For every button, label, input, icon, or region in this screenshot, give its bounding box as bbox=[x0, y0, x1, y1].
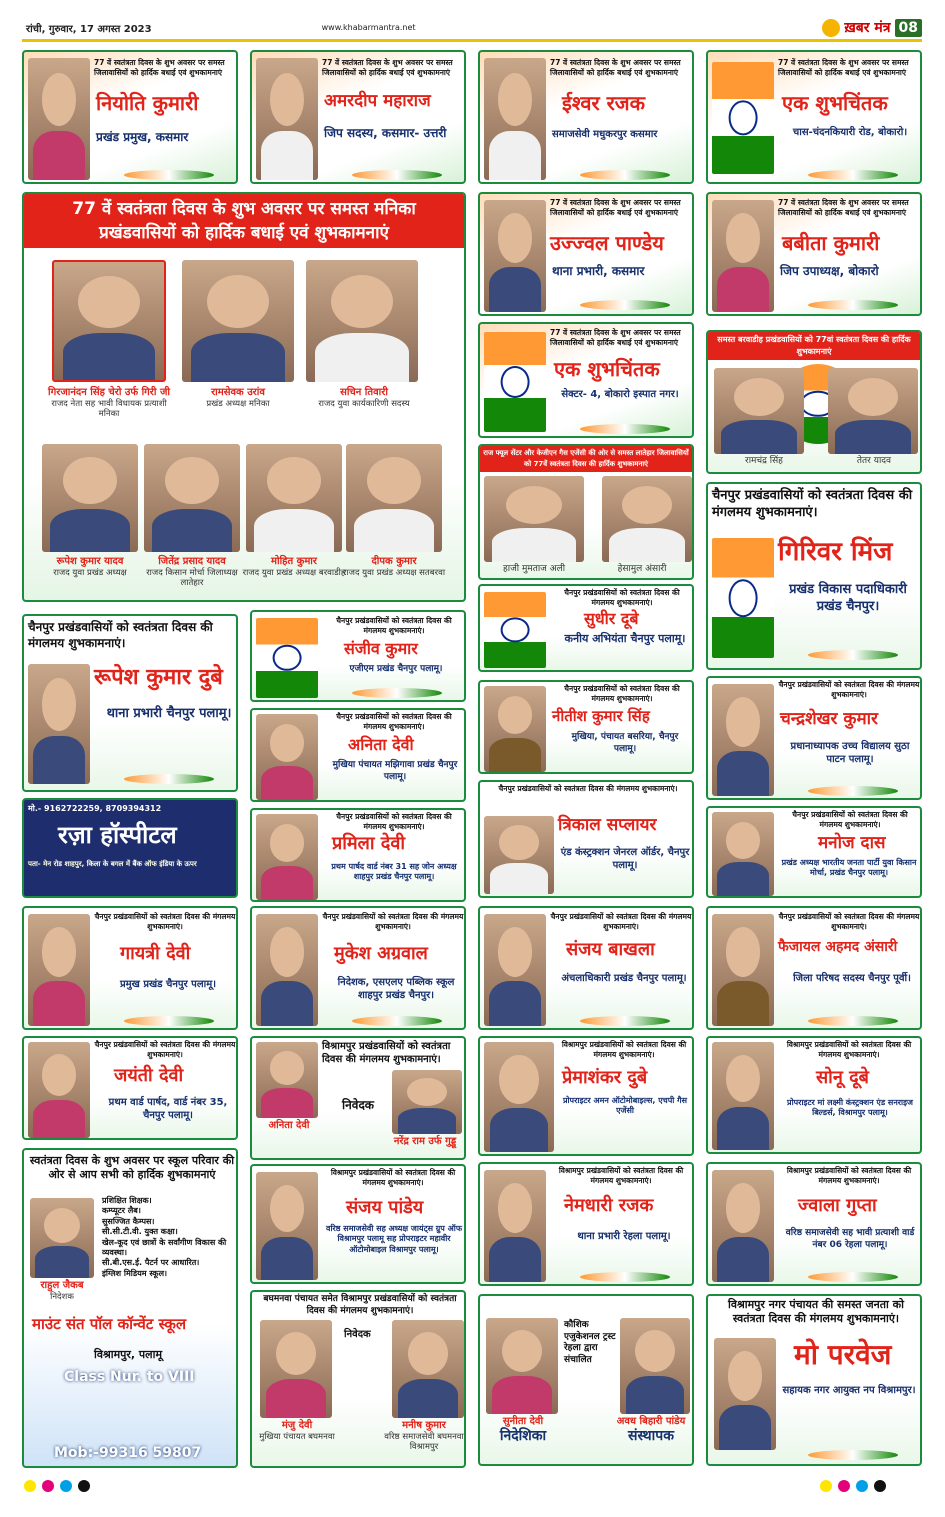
manika-banner: 77 वें स्वतंत्रता दिवस के शुभ अवसर पर समस्त मनिका प्रखंडवासियों को हार्दिक बधाई एवं शुभकामनाएं bbox=[24, 194, 464, 248]
desc: मुखिया पंचायत मझिगावा प्रखंड चैनपुर पलामू। bbox=[332, 760, 458, 782]
cap: अवध बिहारी पांडेय संस्थापक bbox=[616, 1416, 686, 1444]
greeting: चैनपुर प्रखंडवासियों को स्वतंत्रता दिवस की मंगलमय शुभकामनाएं। bbox=[498, 784, 678, 793]
ad-amardeep bbox=[250, 50, 466, 184]
dot-icon bbox=[24, 1480, 36, 1492]
cap: सुनीता देवी निदेशिका bbox=[499, 1416, 547, 1444]
ad-jayanti bbox=[22, 1036, 238, 1140]
greeting: चैनपुर प्रखंडवासियों को स्वतंत्रता दिवस की मंगलमय शुभकामनाएं। bbox=[322, 912, 464, 931]
ad-anita bbox=[250, 708, 466, 802]
greeting: चैनपुर प्रखंडवासियों को स्वतंत्रता दिवस की मंगलमय शुभकामनाएं। bbox=[336, 812, 452, 831]
photo bbox=[712, 1170, 774, 1282]
dot-icon bbox=[820, 1480, 832, 1492]
name: अनिता देवी bbox=[348, 735, 414, 754]
photo bbox=[712, 1042, 774, 1150]
photo bbox=[486, 1318, 558, 1414]
features bbox=[102, 1196, 236, 1279]
flag-swoosh bbox=[124, 170, 214, 180]
ad-sanjeev bbox=[250, 610, 466, 702]
title: चैनपुर प्रखंडवासियों को स्वतंत्रता दिवस की मंगलमय शुभकामनाएं। bbox=[712, 488, 913, 520]
ad-ujjwal bbox=[478, 192, 694, 316]
flag-icon bbox=[712, 538, 774, 658]
desc: प्रधानाध्यापक उच्च विद्यालय सुठा पाटन पलामू। bbox=[790, 741, 910, 765]
photo bbox=[602, 476, 692, 562]
ad-barwadih bbox=[706, 330, 922, 474]
cap: तेतर यादव bbox=[856, 456, 892, 466]
name: गिरिवर मिंज bbox=[778, 537, 893, 567]
ad-sudhir bbox=[478, 584, 694, 672]
name: संजय पांडेय bbox=[346, 1197, 424, 1218]
name: ज्वाला गुप्ता bbox=[798, 1195, 877, 1216]
photo bbox=[28, 58, 90, 180]
greeting: 77 वें स्वतंत्रता दिवस के शुभ अवसर पर समस्त जिलावासियों को हार्दिक बधाई एवं शुभकामनाएं bbox=[322, 58, 453, 77]
greeting: 77 वें स्वतंत्रता दिवस के शुभ अवसर पर समस्त जिलावासियों को हार्दिक बधाई एवं शुभकामनाएं bbox=[550, 198, 681, 217]
name: अमरदीप महाराज bbox=[324, 91, 431, 111]
greeting: विश्रामपुर प्रखंडवासियों को स्वतंत्रता दिवस की मंगलमय शुभकामनाएं। bbox=[330, 1168, 456, 1187]
ad-babita bbox=[706, 192, 922, 316]
flag-swoosh bbox=[580, 300, 670, 310]
feature: कम्प्यूटर लैब। bbox=[102, 1206, 141, 1216]
ad-pramila bbox=[250, 808, 466, 902]
dot-icon bbox=[78, 1480, 90, 1492]
photo bbox=[484, 58, 546, 180]
ad-school bbox=[22, 1148, 238, 1468]
name: चन्द्रशेखर कुमार bbox=[780, 709, 878, 729]
brand bbox=[822, 18, 922, 37]
director-photo bbox=[30, 1198, 94, 1278]
registration-marks-left bbox=[24, 1480, 90, 1494]
name: जयंती देवी bbox=[114, 1065, 184, 1086]
ad-nitish bbox=[478, 680, 694, 774]
greeting: चैनपुर प्रखंडवासियों को स्वतंत्रता दिवस की मंगलमय शुभकामनाएं। bbox=[792, 810, 908, 829]
flag-swoosh bbox=[580, 170, 670, 180]
desc: थाना प्रभारी रेहला पलामू। bbox=[577, 1231, 671, 1242]
desc: एंड कंस्ट्रक्शन जेनरल ऑर्डर, चैनपुर पलामू। bbox=[560, 847, 690, 871]
photo bbox=[256, 714, 318, 800]
brand-name: ख़बर मंत्र bbox=[844, 20, 891, 36]
dot-icon bbox=[856, 1480, 868, 1492]
desc: सेक्टर- 4, बोकारो इस्पात नगर। bbox=[561, 389, 679, 400]
ad-gayatri bbox=[22, 906, 238, 1030]
feature: खेल-कूद एवं छात्रों के सर्वांगीण विकास की व्यवस्था। bbox=[102, 1237, 227, 1257]
greeting: चैनपुर प्रखंडवासियों को स्वतंत्रता दिवस की मंगलमय शुभकामनाएं। bbox=[94, 1040, 236, 1059]
photo bbox=[256, 914, 318, 1026]
name: एक शुभचिंतक bbox=[554, 357, 660, 381]
ad-latehar bbox=[478, 444, 694, 580]
flag-swoosh bbox=[808, 1272, 898, 1282]
desc: थाना प्रभारी, कसमार bbox=[552, 264, 645, 278]
photo bbox=[484, 476, 584, 562]
desc: प्रखंड विकास पदाधिकारी प्रखंड चैनपुर। bbox=[789, 582, 907, 614]
photo bbox=[714, 368, 804, 454]
ad-manoj bbox=[706, 806, 922, 898]
ad-mukesh bbox=[250, 906, 466, 1030]
ad-sanjay-pandey bbox=[250, 1164, 466, 1284]
ad-baghmanwa bbox=[250, 1290, 466, 1468]
greeting: विश्रामपुर प्रखंडवासियों को स्वतंत्रता दिवस की मंगलमय शुभकामनाएं। bbox=[786, 1166, 912, 1185]
title: विश्रामपुर प्रखंडवासियों को स्वतंत्रता दिवस की मंगलमय शुभकामनाएं। bbox=[322, 1041, 451, 1065]
desc: जिप उपाध्यक्ष, बोकारो bbox=[780, 264, 879, 278]
desc: मुखिया, पंचायत बसरिया, चैनपुर पलामू। bbox=[571, 732, 679, 754]
ad-raza-hospital bbox=[22, 798, 238, 898]
school-place: विश्रामपुर, पलामू bbox=[94, 1348, 163, 1361]
flag-icon bbox=[256, 618, 318, 698]
desc: प्रखंड अध्यक्ष भारतीय जनता पार्टी युवा किसान मोर्चा, प्रखंड चैनपुर पलामू। bbox=[781, 858, 917, 878]
flag-swoosh bbox=[808, 1450, 898, 1460]
name: नीतीश कुमार सिंह bbox=[552, 707, 650, 725]
photo bbox=[484, 200, 546, 312]
cap: हेसामुल अंसारी bbox=[617, 564, 667, 574]
desc: कनीय अभियंता चैनपुर पलामू। bbox=[564, 632, 686, 645]
feature: सी.बी.एस.ई. पैटर्न पर आधारित। bbox=[102, 1258, 200, 1268]
cap: मनीष कुमार वरिष्ठ समाजसेवी बघमनवा विश्रामपुर bbox=[384, 1420, 464, 1453]
name: नियोति कुमारी bbox=[96, 91, 199, 115]
name: मनोज दास bbox=[818, 833, 886, 853]
desc: सहायक नगर आयुक्त नप विश्रामपुर। bbox=[782, 1385, 916, 1396]
flag-icon bbox=[712, 62, 774, 174]
flag-swoosh bbox=[808, 170, 898, 180]
desc: प्रोपराइटर अमन ऑटोमोबाइल्स, एचपी गैस एजेंसी bbox=[562, 1096, 688, 1116]
desc: चास-चंदनकियारी रोड, बोकारो। bbox=[792, 127, 908, 138]
desc: जिप सदस्य, कसमार- उत्तरी bbox=[324, 126, 447, 140]
feature: सुसज्जित कैम्पस। bbox=[102, 1216, 155, 1226]
registration-marks-right bbox=[820, 1480, 886, 1494]
name: गायत्री देवी bbox=[120, 943, 191, 964]
desc: वरिष्ठ समाजसेवी सह भावी प्रत्याशी वार्ड नंबर 06 रेहला पलामू। bbox=[785, 1228, 915, 1250]
address: पता- मेन रोड शाहपुर, किला के बगल में बैंक ऑफ इंडिया के ऊपर bbox=[28, 860, 197, 868]
photo bbox=[484, 1042, 554, 1152]
desc: अंचलाधिकारी प्रखंड चैनपुर पलामू। bbox=[561, 973, 687, 984]
name: एक शुभचिंतक bbox=[782, 91, 888, 115]
ad-sanjay-bakhla bbox=[478, 906, 694, 1030]
flag-swoosh bbox=[580, 1272, 670, 1282]
name: संजीव कुमार bbox=[344, 639, 418, 658]
title: चैनपुर प्रखंडवासियों को स्वतंत्रता दिवस की मंगलमय शुभकामनाएं। bbox=[28, 620, 213, 650]
ad-manika bbox=[22, 192, 466, 602]
feature: इंग्लिश मिडियम स्कूल। bbox=[102, 1268, 168, 1278]
manika-cap-5: जितेंद्र प्रसाद यादव राजद किसान मोर्चा जिलाध्यक्ष लातेहार bbox=[146, 556, 238, 589]
photo bbox=[828, 368, 918, 454]
name: त्रिकाल सप्लायर bbox=[558, 815, 657, 835]
flag-swoosh bbox=[808, 650, 898, 660]
flag-icon bbox=[484, 332, 546, 432]
photo bbox=[712, 684, 774, 796]
manika-photo-4 bbox=[42, 444, 138, 552]
photo bbox=[484, 914, 546, 1026]
feature: सी.सी.टी.वी. युक्त कक्षा। bbox=[102, 1227, 178, 1237]
name: रज़ा हॉस्पीटल bbox=[58, 821, 177, 849]
desc: प्रथम वार्ड पार्षद, वार्ड नंबर 35, चैनपुर पलामू। bbox=[108, 1097, 228, 1121]
header-date: रांची, गुरुवार, 17 अगस्त 2023 bbox=[26, 23, 152, 35]
ad-kaushik bbox=[478, 1294, 694, 1466]
manika-photo-2 bbox=[182, 260, 294, 382]
photo bbox=[712, 914, 774, 1026]
name: प्रेमाशंकर दुबे bbox=[562, 1067, 648, 1088]
ad-sonu bbox=[706, 1036, 922, 1154]
ad-niyoti bbox=[22, 50, 238, 184]
greeting: 77 वें स्वतंत्रता दिवस के शुभ अवसर पर समस्त जिलावासियों को हार्दिक बधाई एवं शुभकामनाएं bbox=[778, 58, 909, 77]
name: फैजायल अहमद अंसारी bbox=[778, 939, 898, 955]
label: निवेदक bbox=[344, 1329, 371, 1340]
title: बघमनवा पंचायत समेत विश्रामपुर प्रखंडवासियों को स्वतंत्रता दिवस की मंगलमय शुभकामनाएं। bbox=[263, 1294, 457, 1316]
phone: मो.- 9162722259, 8709394312 bbox=[28, 804, 162, 813]
desc: प्रथम पार्षद वार्ड नंबर 31 सह जोन अध्यक्ष शाहपुर प्रखंड चैनपुर पलामू। bbox=[331, 862, 457, 882]
photo bbox=[484, 1170, 546, 1282]
greeting: विश्रामपुर प्रखंडवासियों को स्वतंत्रता दिवस की मंगलमय शुभकामनाएं। bbox=[561, 1040, 687, 1059]
page-number: 08 bbox=[895, 19, 922, 37]
cap: रामचंद्र सिंह bbox=[745, 456, 783, 466]
cap: अनिता देवी bbox=[268, 1120, 310, 1131]
desc: निदेशक, एसएलए पब्लिक स्कूल शाहपुर प्रखंड चैनपुर। bbox=[337, 977, 455, 1001]
name: सुधीर दूबे bbox=[584, 609, 639, 628]
greeting: चैनपुर प्रखंडवासियों को स्वतंत्रता दिवस की मंगलमय शुभकामनाएं। bbox=[778, 912, 920, 931]
photo bbox=[484, 816, 554, 894]
feature: प्रशिक्षित शिक्षक। bbox=[102, 1196, 152, 1205]
desc: प्रोपराइटर मां लक्ष्मी कंस्ट्रक्शन एंड सनराइज बिल्डर्स, विश्रामपुर पलामू। bbox=[787, 1098, 913, 1118]
ad-girivar bbox=[706, 482, 922, 670]
banner: राज फ्यूल सेंटर और केजीएन गैस एजेंसी की ओर से समस्त लातेहार जिलावासियों को 77वें स्वतंत्रता दिवस की हार्दिक शुभकामनाएं bbox=[480, 446, 692, 472]
name: रूपेश कुमार दुबे bbox=[94, 665, 223, 690]
school-mobile[interactable]: Mob:-99316 59807 bbox=[54, 1445, 202, 1461]
page-header bbox=[22, 16, 922, 42]
greeting: चैनपुर प्रखंडवासियों को स्वतंत्रता दिवस की मंगलमय शुभकामनाएं। bbox=[550, 912, 692, 931]
greeting: 77 वें स्वतंत्रता दिवस के शुभ अवसर पर समस्त जिलावासियों को हार्दिक बधाई एवं शुभकामनाएं bbox=[778, 198, 909, 217]
header-url[interactable]: www.khabarmantra.net bbox=[321, 23, 416, 32]
flag-swoosh bbox=[352, 688, 442, 698]
manika-photo-6 bbox=[246, 444, 342, 552]
greeting: चैनपुर प्रखंडवासियों को स्वतंत्रता दिवस की मंगलमय शुभकामनाएं। bbox=[564, 684, 680, 703]
greeting: 77 वें स्वतंत्रता दिवस के शुभ अवसर पर समस्त जिलावासियों को हार्दिक बधाई एवं शुभकामनाएं bbox=[550, 328, 681, 347]
ad-faizal bbox=[706, 906, 922, 1030]
flag-swoosh bbox=[352, 1016, 442, 1026]
greeting: 77 वें स्वतंत्रता दिवस के शुभ अवसर पर समस्त जिलावासियों को हार्दिक बधाई एवं शुभकामनाएं bbox=[550, 58, 681, 77]
name: ईश्वर रजक bbox=[562, 91, 645, 115]
dot-icon bbox=[42, 1480, 54, 1492]
dot-icon bbox=[60, 1480, 72, 1492]
ad-rupesh bbox=[22, 614, 238, 792]
photo bbox=[256, 58, 318, 180]
name: मुकेश अग्रवाल bbox=[334, 943, 428, 964]
cap: हाजी मुमताज अली bbox=[502, 564, 566, 574]
name: उज्ज्वल पाण्डेय bbox=[550, 231, 664, 255]
greeting: चैनपुर प्रखंडवासियों को स्वतंत्रता दिवस की मंगलमय शुभकामनाएं। bbox=[94, 912, 236, 931]
desc: प्रखंड प्रमुख, कसमार bbox=[96, 130, 189, 144]
ad-premshankar bbox=[478, 1036, 694, 1156]
ad-shubhchintak-2 bbox=[478, 322, 694, 438]
ad-nemdhari bbox=[478, 1162, 694, 1286]
photo bbox=[484, 686, 546, 772]
ad-anita-2 bbox=[250, 1036, 466, 1160]
director-cap: राहुल जैकब निदेशक bbox=[40, 1280, 84, 1302]
manika-photo-3 bbox=[306, 260, 418, 382]
cap: मंजु देवी मुखिया पंचायत बघमनवा bbox=[259, 1420, 335, 1442]
desc: थाना प्रभारी चैनपुर पलामू। bbox=[106, 706, 232, 721]
flag-swoosh bbox=[808, 786, 898, 796]
flag-swoosh bbox=[580, 424, 670, 434]
photo bbox=[392, 1070, 462, 1134]
manika-cap-3: सचिन तिवारी राजद युवा कार्यकारिणी सदस्य bbox=[318, 387, 410, 409]
greeting: विश्रामपुर प्रखंडवासियों को स्वतंत्रता दिवस की मंगलमय शुभकामनाएं। bbox=[786, 1040, 912, 1059]
desc: जिला परिषद सदस्य चैनपुर पूर्वी। bbox=[793, 973, 911, 984]
manika-cap-6: मोहित कुमार राजद युवा प्रखंड अध्यक्ष बरवाडीह bbox=[242, 556, 346, 578]
photo bbox=[620, 1318, 690, 1414]
photo bbox=[28, 914, 90, 1026]
title: विश्रामपुर नगर पंचायत की समस्त जनता को स्वतंत्रता दिवस की मंगलमय शुभकामनाएं। bbox=[728, 1298, 904, 1326]
logo-icon bbox=[822, 19, 840, 37]
manika-cap-4: रूपेश कुमार यादव राजद युवा प्रखंड अध्यक्ष bbox=[53, 556, 127, 578]
manika-cap-2: रामसेवक उरांव प्रखंड अध्यक्ष मनिका bbox=[206, 387, 270, 409]
dot-icon bbox=[874, 1480, 886, 1492]
flag-swoosh bbox=[124, 1016, 214, 1026]
name: नेमधारी रजक bbox=[564, 1195, 654, 1216]
cap: नरेंद्र राम उर्फ गुड्डू bbox=[393, 1136, 457, 1147]
ad-chandrashekhar bbox=[706, 676, 922, 800]
name: प्रमिला देवी bbox=[332, 833, 406, 854]
manika-photo-1 bbox=[52, 260, 166, 382]
trust: कौशिक एजुकेशनल ट्रस्ट रेहला द्वारा संचालित bbox=[564, 1320, 616, 1366]
photo bbox=[256, 1042, 318, 1118]
name: सोनू दूबे bbox=[816, 1067, 869, 1088]
title: स्वतंत्रता दिवस के शुभ अवसर पर स्कूल परिवार की ओर से आप सभी को हार्दिक शुभकामनाएं bbox=[29, 1154, 235, 1182]
photo bbox=[260, 1320, 332, 1418]
label: निवेदक bbox=[342, 1098, 375, 1112]
photo bbox=[392, 1320, 464, 1418]
photo bbox=[28, 1042, 90, 1138]
flag-swoosh bbox=[808, 1016, 898, 1026]
photo bbox=[712, 200, 774, 312]
banner: समस्त बरवाडीह प्रखंडवासियों को 77वां स्वतंत्रता दिवस की हार्दिक शुभकामनाएं bbox=[708, 332, 920, 360]
ad-trikal bbox=[478, 780, 694, 898]
greeting: चैनपुर प्रखंडवासियों को स्वतंत्रता दिवस की मंगलमय शुभकामनाएं। bbox=[336, 712, 452, 731]
name: बबीता कुमारी bbox=[782, 231, 880, 255]
ad-parvez bbox=[706, 1294, 922, 1466]
manika-photo-5 bbox=[144, 444, 240, 552]
ad-jwala bbox=[706, 1162, 922, 1286]
desc: प्रमुख प्रखंड चैनपुर पलामू। bbox=[119, 979, 216, 990]
greeting: विश्रामपुर प्रखंडवासियों को स्वतंत्रता दिवस की मंगलमय शुभकामनाएं। bbox=[558, 1166, 684, 1185]
greeting: 77 वें स्वतंत्रता दिवस के शुभ अवसर पर समस्त जिलावासियों को हार्दिक बधाई एवं शुभकामनाएं bbox=[94, 58, 225, 77]
greeting: चैनपुर प्रखंडवासियों को स्वतंत्रता दिवस की मंगलमय शुभकामनाएं। bbox=[778, 680, 920, 699]
desc: समाजसेवी मधुकरपुर कसमार bbox=[552, 129, 658, 140]
flag-swoosh bbox=[124, 774, 214, 784]
school-classes: Class Nur. to VIII bbox=[64, 1369, 195, 1385]
photo bbox=[256, 1172, 318, 1280]
flag-swoosh bbox=[580, 1016, 670, 1026]
ad-shubhchintak-1 bbox=[706, 50, 922, 184]
manika-cap-7: दीपक कुमार राजद युवा प्रखंड अध्यक्ष सतबरवा bbox=[342, 556, 446, 578]
dot-icon bbox=[838, 1480, 850, 1492]
photo bbox=[256, 814, 318, 900]
ad-ishwar bbox=[478, 50, 694, 184]
flag-swoosh bbox=[352, 170, 442, 180]
school-name: माउंट संत पॉल कॉन्वेंट स्कूल bbox=[32, 1315, 187, 1333]
name: संजय बाखला bbox=[566, 939, 655, 960]
manika-photo-7 bbox=[346, 444, 442, 552]
photo bbox=[712, 812, 774, 896]
flag-icon bbox=[484, 592, 546, 668]
name: मो परवेज bbox=[794, 1338, 892, 1371]
manika-cap-1: गिरजानंदन सिंह चेरो उर्फ गिरी जी राजद नेता सह भावी विधायक प्रत्याशी मनिका bbox=[48, 387, 170, 420]
greeting: चैनपुर प्रखंडवासियों को स्वतंत्रता दिवस की मंगलमय शुभकामनाएं। bbox=[564, 588, 680, 607]
photo bbox=[28, 664, 90, 784]
photo bbox=[714, 1338, 776, 1450]
flag-swoosh bbox=[808, 300, 898, 310]
greeting: चैनपुर प्रखंडवासियों को स्वतंत्रता दिवस की मंगलमय शुभकामनाएं। bbox=[336, 616, 452, 635]
desc: वरिष्ठ समाजसेवी सह अध्यक्ष जायंट्स ग्रुप ऑफ विश्रामपुर पलामू सह प्रोपराइटर महावीर ऑटोमोबाइल विश्रामपुर पलामू। bbox=[326, 1224, 462, 1254]
desc: एजीएम प्रखंड चैनपुर पलामू। bbox=[349, 664, 443, 674]
